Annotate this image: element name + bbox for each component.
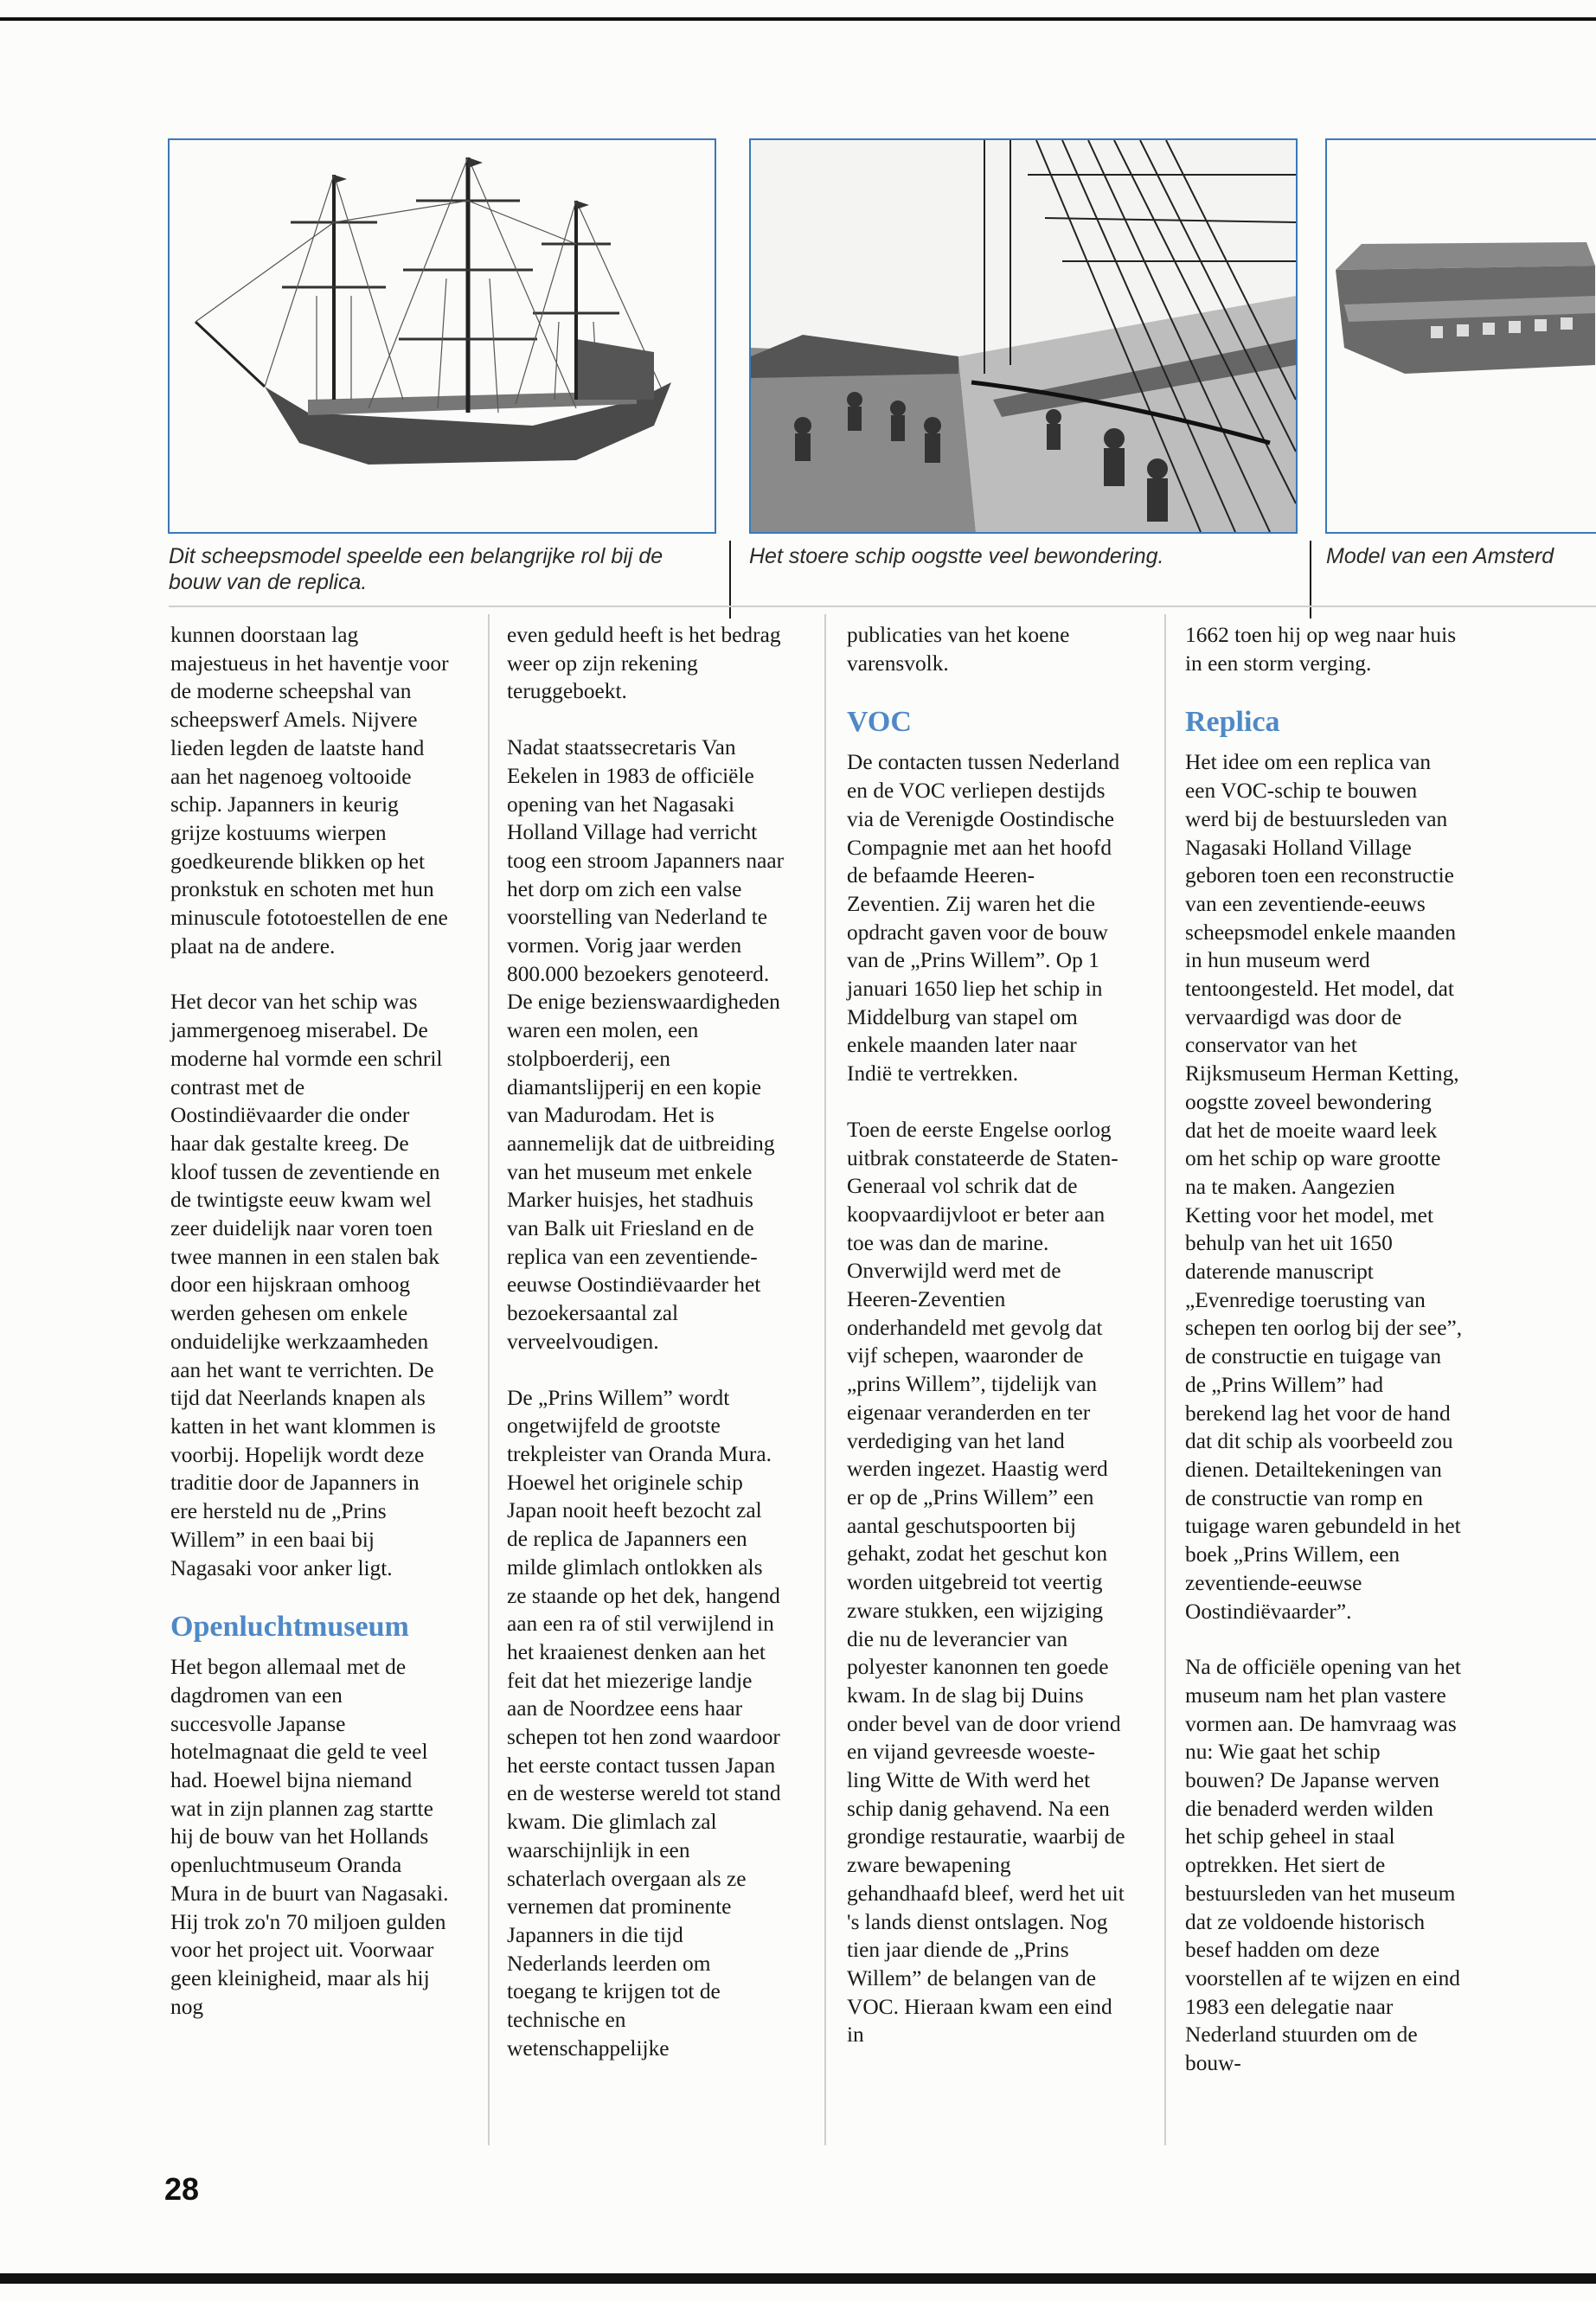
text-column-2 (507, 621, 785, 2090)
ship-deck-drawing (751, 140, 1296, 532)
text-column-1 (170, 621, 449, 2048)
paragraph: Toen de eerste Engelse oorlog uitbrak constateerde de Staten-Generaal vol schrik dat de koopvaardijvloot er beter aan toe was dan de marine. Onverwijld werd met de Heeren-Zeventien onderhandeld met gevolg dat vijf schepen, waaronder de „prins Willem”, tijdelijk van eigenaar veranderden en ter verdediging van het land werden ingezet. Haastig werd er op de „Prins Willem” een aantal geschutspoorten bij gehakt, zodat het geschut kon worden uitgebreid tot veertig zware stukken, een wijziging die nu de leverancier van polyester kanonnen ten goede kwam. In de slag bij Duins onder bevel van de door vriend en vijand gevreesde woeste-ling Witte de With werd het schip danig gehavend. Na een grondige restauratie, waarbij de zware bewapening gehandhaafd bleef, werd het uit 's lands dienst ontslagen. Nog tien jaar diende de „Prins Willem” de belangen van de VOC. Hieraan kwam een eind in (847, 1117, 1125, 2048)
section-heading: VOC (847, 706, 912, 739)
section-heading: Replica (1185, 706, 1280, 739)
paragraph: Het idee om een replica van een VOC-schip te bouwen werd bij de bestuursleden van Nagasaki Holland Village geboren toen een reconstructie van een zeventiende-eeuws scheepsmodel enkele maanden in hun museum werd tentoongesteld. Het model, dat vervaardigd was door de conservator van het Rijksmuseum Herman Ketting, oogstte zoveel bewondering dat het de moeite waard leek om het schip op ware grootte na te maken. Aangezien Ketting voor het model, met behulp van het uit 1650 daterende manuscript „Evenredige toerusting van schepen ten oorlog bij der see”, de constructie en tuigage van de „Prins Willem” had berekend lag het voor de hand dat dit schip als voorbeeld zou dienen. Detailtekeningen van de constructie van romp en tuigage waren gebundeld in het boek „Prins Willem, een zeventiende-eeuwse Oostindiëvaarder”. (1185, 750, 1463, 1624)
ship-deck-photo (749, 138, 1298, 534)
text-column-4 (1185, 621, 1464, 2106)
paragraph: Het decor van het schip was jammergenoeg miserabel. De moderne hal vormde een schril contrast met de Oostindiëvaarder die onder haar dak gestalte kreeg. De kloof tussen de zeventiende en de twintigste eeuw kwam wel zeer duidelijk naar voren toen twee mannen in een stalen bak door een hijskraan omhoog werden gehesen om enkele onduidelijke werkzaamheden aan het want te verrichten. De tijd dat Neerlands knapen als katten in het want klommen is voorbij. Hopelijk wordt deze traditie door de Japanners in ere hersteld nu de „Prins Willem” in een baai bij Nagasaki voor anker ligt. (170, 990, 443, 1580)
amsterdam-model-photo (1325, 138, 1596, 534)
bottom-border (0, 2273, 1596, 2284)
paragraph: Na de officiële opening van het museum nam het plan vastere vormen aan. De hamvraag was nu: Wie gaat het schip bouwen? De Japanse werven die benaderd werden wilden het schip geheel in staal optrekken. Het siert de bestuursleden van het museum dat ze voldoende historisch besef hadden om deze voorstellen af te wijzen en eind 1983 een delegatie naar Nederland stuurden om de bouw- (1185, 1655, 1461, 2076)
amsterdam-model-drawing (1327, 140, 1596, 532)
paragraph: Nadat staatssecretaris Van Eekelen in 1983 de officiële opening van het Nagasaki Holland Village had verricht toog een stroom Japanners naar het dorp om zich een valse voorstelling van Nederland te vormen. Vorig jaar werden 800.000 bezoekers genoteerd. De enige bezienswaardigheden waren een molen, een stolpboerderij, een diamantslijperij en een kopie van Madurodam. Het is aannemelijk dat de uitbreiding van het museum met enkele Marker huisjes, het stadhuis van Balk uit Friesland en de replica van een zeventiende-eeuwse Oostindiëvaarder het bezoekersaantal zal verveelvoudigen. (507, 735, 785, 1354)
page-number: 28 (164, 2171, 200, 2207)
section-heading: Openluchtmuseum (170, 1611, 409, 1644)
paragraph: publicaties van het koene varensvolk. (847, 623, 1070, 676)
text-column-3 (847, 621, 1125, 2077)
paragraph: Het begon allemaal met de dagdromen van een succesvolle Japanse hotelmagnaat die geld te veel had. Hoewel bijna niemand wat in zijn plannen zag startte hij de bouw van het Hollands openluchtmuseum Oranda Mura in de buurt van Nagasaki. Hij trok zo'n 70 miljoen gulden voor het project uit. Voorwaar geen kleinigheid, maar als hij nog (170, 1655, 449, 2019)
paragraph: kunnen doorstaan lag majestueus in het haventje voor de moderne scheepshal van scheepswerf Amels. Nijvere lieden legden de laatste hand aan het nagenoeg voltooide schip. Japanners in keurig grijze kostuums wierpen goedkeurende blikken op het pronkstuk en schoten met hun minuscule fototoestellen de ene plaat na de andere. (170, 623, 449, 958)
paragraph: even geduld heeft is het bedrag weer op zijn rekening teruggeboekt. (507, 623, 781, 704)
paragraph: De „Prins Willem” wordt ongetwijfeld de grootste trekpleister van Oranda Mura. Hoewel het originele schip Japan nooit heeft bezocht zal de replica de Japanners een milde glimlach ontlokken als ze staande op het dek, hangend aan een ra of stil verwijlend in het kraaienest denken aan het feit dat het miezerige landje aan de Noordzee eens haar schepen tot hen zond waardoor het eerste contact tussen Japan en de westerse wereld tot stand kwam. Die glimlach zal waarschijnlijk in een schaterlach overgaan als ze vernemen dat prominente Japanners in die tijd Nederlands leerden om toegang te krijgen tot de technische en wetenschappelijke (507, 1385, 781, 2061)
ship-model-photo (168, 138, 716, 534)
paragraph: 1662 toen hij op weg naar huis in een storm verging. (1185, 623, 1457, 676)
caption-rule (169, 606, 1596, 607)
column-divider (488, 614, 490, 2145)
photo-caption-3: Model van een Amsterd (1326, 544, 1554, 568)
photo-caption-2: Het stoere schip oogstte veel bewondering. (749, 544, 1164, 568)
paragraph: De contacten tussen Nederland en de VOC verliepen destijds via de Verenigde Oostindische Compagnie met aan het hoofd de befaamde Heeren-Zeventien. Zij waren het die opdracht gaven voor de bouw van de „Prins Willem”. Op 1 januari 1650 liep het schip in Middelburg van stapel om enkele maanden later naar Indië te vertrekken. (847, 750, 1120, 1086)
column-divider (1164, 614, 1166, 2145)
column-divider (824, 614, 826, 2145)
photo-caption-1: Dit scheepsmodel speelde een belangrijke rol bij de bouw van de replica. (169, 544, 663, 594)
top-border (0, 17, 1596, 21)
ship-model-drawing (170, 140, 715, 532)
